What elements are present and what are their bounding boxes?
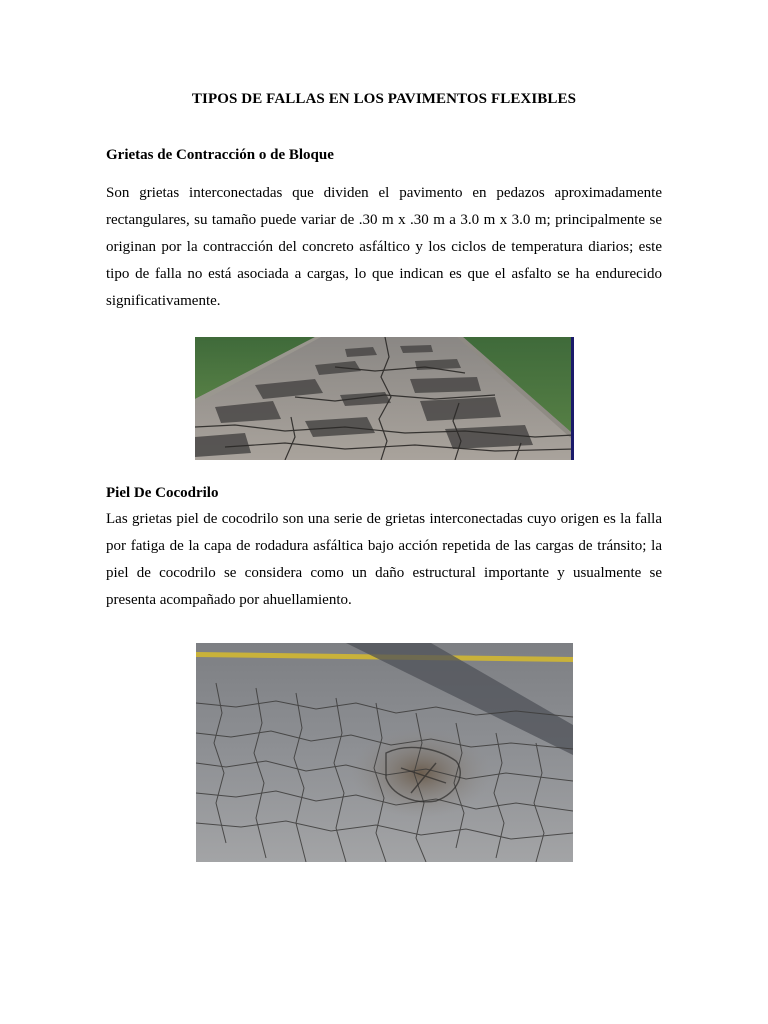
block-cracking-pavement-photo xyxy=(195,337,574,460)
section-paragraph-block-cracking: Son grietas interconectadas que dividen el pavimento en pedazos aproximadamente rectangulares, su tamaño puede variar de .30 m x .30 m a 3.0 m x 3.0 m; principalmente se originan por la contracción del concreto asfáltico y los ciclos de temperatura diarios; este tipo de falla no está asociada a cargas, lo que indican es que el asfalto se ha endurecido significativamente. xyxy=(106,185,662,309)
page-title: TIPOS DE FALLAS EN LOS PAVIMENTOS FLEXIBLES xyxy=(191,91,577,107)
alligator-cracking-pavement-photo xyxy=(196,643,573,862)
section-heading-alligator-cracking: Piel De Cocodrilo xyxy=(106,485,219,501)
section-heading-block-cracking: Grietas de Contracción o de Bloque xyxy=(106,147,334,163)
section-paragraph-alligator-cracking: Las grietas piel de cocodrilo son una serie de grietas interconectadas cuyo origen es la falla por fatiga de la capa de rodadura asfáltica bajo acción repetida de las cargas de tránsito; la piel de cocodrilo se considera como un daño estructural importante y usualmente se presenta acompañado por ahuellamiento. xyxy=(106,511,662,608)
